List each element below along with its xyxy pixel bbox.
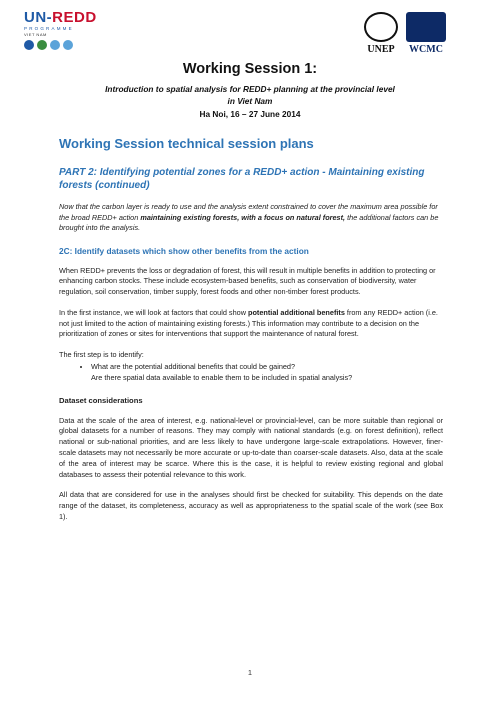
un-redd-logo	[24, 10, 144, 58]
un-logo-icon	[63, 40, 73, 50]
programme-label: PROGRAMME	[24, 26, 74, 31]
country-label: VIET NAM	[24, 32, 47, 37]
unep-globe-icon	[364, 12, 398, 42]
paragraph-first-step: The first step is to identify:	[59, 350, 144, 360]
intro-paragraph: Now that the carbon layer is ready to use and the analysis extent constrained to cover the maximum area possible for the broad REDD+ action maintaining existing forests, with a focus on natural forest, the additional factors can be brought into the analysis.	[59, 202, 439, 232]
fao-logo-icon	[24, 40, 34, 50]
un-redd-wordmark: UN-REDD	[24, 9, 97, 26]
unep-label: UNEP	[367, 44, 395, 55]
paragraph-dataset-scale: Data at the scale of the area of interest, e.g. national-level or provincial-level, can be more suitable than regional or global datasets for a number of reasons. They may comply with national standards (e.g. on forest definition), reflect national or sub-national priorities, and are less likely to have undergone large-scale extrapolations. However, finer-scale datasets may not necessarily be more accurate or up-to-date than coarser-scale datasets. Also, data at the scale of the area of interest may be scarce. Where this is the case, it is helpful to review existing regional and global databases to assess their potential relevance to this work.	[59, 415, 443, 479]
identify-list	[59, 362, 443, 373]
unep-small-logo-icon	[50, 40, 60, 50]
paragraph-additional-benefits: In the first instance, we will look at factors that could show potential additional benefits from any REDD+ action (i.e. not just limited to the action of maintaining existing forests.) This information may contribute to a decision on the prioritization of zones or sites for interventions that support the maintenance of natural forest.	[59, 307, 438, 339]
list-item: • What are the potential additional benefits that could be gained?	[91, 362, 443, 373]
partner-logos	[24, 40, 144, 50]
paragraph-data-suitability: All data that are considered for use in the analyses should first be checked for suitability. This depends on the date range of the dataset, its completeness, accuracy as well as appropriateness to the spatial scale of the work (see Box 1).	[59, 490, 443, 522]
document-subtitle-line2: in Viet Nam	[227, 96, 273, 106]
wcmc-logo	[406, 12, 446, 60]
section-heading: Working Session technical session plans	[59, 136, 314, 151]
subsection-heading: 2C: Identify datasets which show other benefits from the action	[59, 245, 309, 256]
dataset-considerations-heading: Dataset considerations	[59, 395, 143, 405]
undp-logo-icon	[37, 40, 47, 50]
wcmc-emblem-icon	[406, 12, 446, 42]
part-heading: PART 2: Identifying potential zones for a REDD+ action - Maintaining existing forests (continued)	[59, 167, 425, 191]
unep-logo	[364, 12, 398, 60]
main-content	[59, 136, 443, 523]
page-number: 1	[247, 668, 253, 677]
title-block	[40, 60, 460, 120]
partner-logos-right	[364, 12, 474, 60]
document-title: Working Session 1:	[182, 61, 318, 77]
list-item-continuation: Are there spatial data available to enable them to be included in spatial analysis?	[91, 372, 353, 382]
document-subtitle: Introduction to spatial analysis for REDD+ planning at the provincial level	[105, 84, 395, 94]
document-dates: Ha Noi, 16 – 27 June 2014	[199, 109, 301, 119]
paragraph-benefits: When REDD+ prevents the loss or degradation of forest, this will result in multiple benefits in addition to protecting or enhancing carbon stocks. These include ecosystem-based benefits, such as conservation of biodiversity, water regulation, soil conservation, timber supply, forest foods and other non-timber forest products.	[59, 265, 436, 297]
wcmc-label: WCMC	[409, 44, 443, 55]
